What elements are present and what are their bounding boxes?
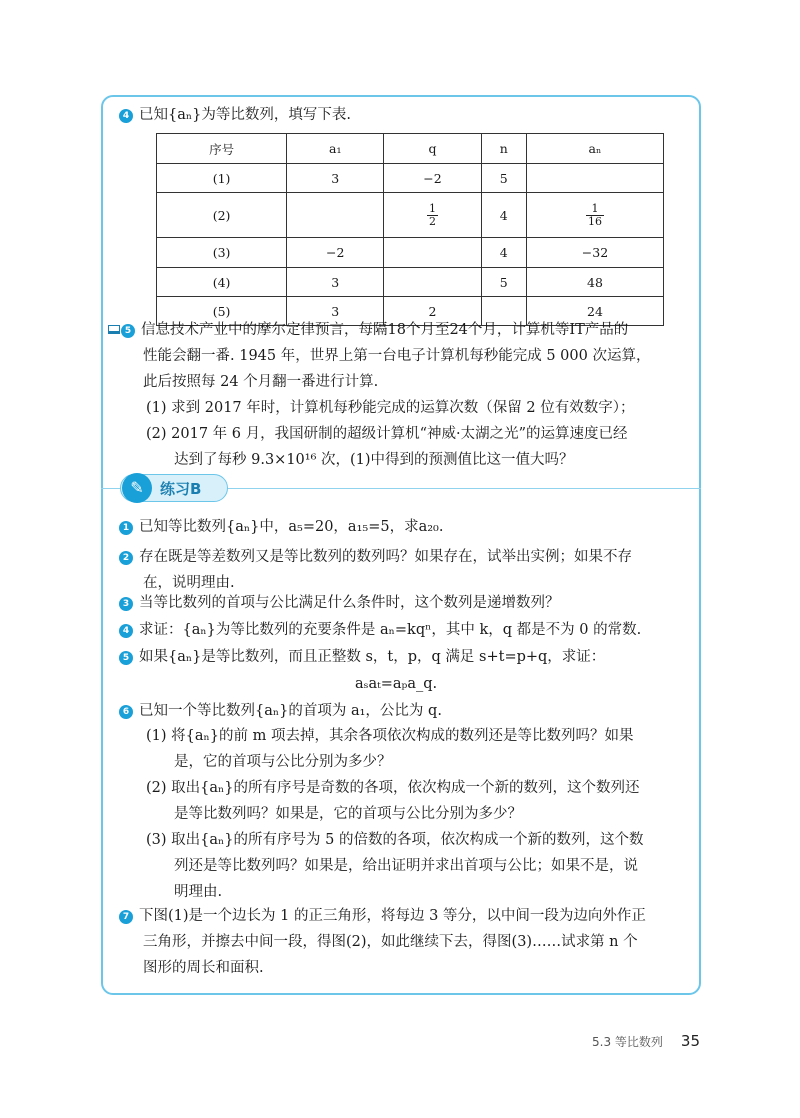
table-header: a₁ bbox=[287, 134, 384, 164]
problem-text: 存在既是等差数列又是等比数列的数列吗？如果存在，试举出实例；如果不存 bbox=[139, 549, 632, 565]
subquestion: (3) 取出{aₙ}的所有序号为 5 的倍数的各项，依次构成一个新的数列，这个数 bbox=[146, 832, 644, 848]
problem-b4 bbox=[119, 618, 690, 642]
problem-b3 bbox=[119, 591, 690, 615]
numerator: 1 bbox=[586, 203, 604, 216]
table-cell: −32 bbox=[526, 238, 663, 268]
problem-number: 5 bbox=[119, 651, 133, 665]
problem-text: 此后按照每 24 个月翻一番进行计算. bbox=[143, 374, 379, 390]
section-name: 5.3 等比数列 bbox=[592, 1035, 663, 1049]
page-footer bbox=[592, 1032, 700, 1050]
formula: aₛaₜ=aₚa_q. bbox=[355, 676, 438, 692]
problem-text: 性能会翻一番. 1945 年，世界上第一台电子计算机每秒能完成 5 000 次运算， bbox=[143, 348, 651, 364]
pencil-icon: ✎ bbox=[122, 473, 152, 503]
problem-number: 6 bbox=[119, 705, 133, 719]
numerator: 1 bbox=[428, 201, 436, 215]
table-header: 序号 bbox=[157, 134, 287, 164]
table-header: n bbox=[481, 134, 526, 164]
problem-number: 1 bbox=[119, 521, 133, 535]
table-cell bbox=[526, 164, 663, 193]
table-header: q bbox=[384, 134, 481, 164]
subquestion: 是，它的首项与公比分别为多少？ bbox=[174, 754, 392, 770]
subquestion: (1) 将{aₙ}的前 m 项去掉，其余各项依次构成的数列还是等比数列吗？如果 bbox=[146, 728, 634, 744]
problem-text: 已知一个等比数列{aₙ}的首项为 a₁，公比为 q. bbox=[139, 703, 442, 719]
table-cell: (2) bbox=[157, 193, 287, 238]
problem-text: 如果{aₙ}是等比数列，而且正整数 s，t，p，q 满足 s+t=p+q，求证： bbox=[139, 649, 606, 665]
problem-text: 信息技术产业中的摩尔定律预言，每隔18个月至24个月，计算机等IT产品的 bbox=[141, 322, 629, 338]
table-header: aₙ bbox=[526, 134, 663, 164]
table-header-row bbox=[157, 134, 664, 164]
subquestion: (2) 2017 年 6 月，我国研制的超级计算机“神威·太湖之光”的运算速度已经 bbox=[146, 426, 628, 442]
table-cell: 4 bbox=[481, 238, 526, 268]
table-cell: 5 bbox=[481, 268, 526, 297]
table-cell: 3 bbox=[287, 297, 384, 326]
table-cell: 3 bbox=[287, 164, 384, 193]
fraction-cell bbox=[427, 203, 438, 228]
subquestion: 列还是等比数列吗？如果是，给出证明并求出首项与公比；如果不是，说 bbox=[174, 858, 638, 874]
table-cell: 24 bbox=[526, 297, 663, 326]
problem-text: 图形的周长和面积. bbox=[143, 960, 264, 976]
table-cell: 48 bbox=[526, 268, 663, 297]
problem-text: 当等比数列的首项与公比满足什么条件时，这个数列是递增数列？ bbox=[139, 595, 560, 611]
table-row bbox=[157, 238, 664, 268]
table-row bbox=[157, 164, 664, 193]
table-cell: 5 bbox=[481, 164, 526, 193]
table-cell: −2 bbox=[384, 164, 481, 193]
table-cell bbox=[287, 193, 384, 238]
problem-b6 bbox=[119, 699, 690, 723]
problem-b2 bbox=[119, 545, 690, 569]
problem-number: 7 bbox=[119, 910, 133, 924]
page-number: 35 bbox=[680, 1032, 700, 1050]
sequence-table bbox=[156, 133, 664, 326]
denominator: 2 bbox=[428, 214, 436, 228]
table-cell: (3) bbox=[157, 238, 287, 268]
table-cell: (4) bbox=[157, 268, 287, 297]
subquestion: (1) 求到 2017 年时，计算机每秒能完成的运算次数（保留 2 位有效数字）； bbox=[146, 400, 635, 416]
subquestion: 是等比数列吗？如果是，它的首项与公比分别为多少？ bbox=[174, 806, 522, 822]
problem-text: 求证：{aₙ}为等比数列的充要条件是 aₙ=kqⁿ，其中 k，q 都是不为 0 的常数. bbox=[139, 622, 642, 638]
table-row bbox=[157, 268, 664, 297]
table-cell bbox=[526, 193, 663, 238]
subquestion: 达到了每秒 9.3×10¹⁶ 次，(1)中得到的预测值比这一值大吗？ bbox=[174, 452, 574, 468]
table-cell: 2 bbox=[384, 297, 481, 326]
table-cell: (5) bbox=[157, 297, 287, 326]
table-row bbox=[157, 193, 664, 238]
fraction-cell bbox=[586, 203, 604, 228]
problem-b5 bbox=[119, 645, 690, 669]
problem-number: 5 bbox=[121, 324, 135, 338]
table-cell bbox=[384, 268, 481, 297]
problem-text: 三角形，并擦去中间一段，得图(2)，如此继续下去，得图(3)……试求第 n 个 bbox=[143, 934, 638, 950]
problem-a4 bbox=[119, 103, 690, 127]
table-cell bbox=[384, 238, 481, 268]
problem-number: 2 bbox=[119, 551, 133, 565]
problem-number: 4 bbox=[119, 624, 133, 638]
table-cell: 3 bbox=[287, 268, 384, 297]
problem-text: 在，说明理由. bbox=[143, 575, 235, 591]
problem-b7 bbox=[119, 904, 690, 928]
section-title: 练习B bbox=[160, 480, 202, 498]
problem-b1 bbox=[119, 515, 690, 539]
table-cell bbox=[384, 193, 481, 238]
computer-icon bbox=[108, 325, 120, 334]
table-cell: −2 bbox=[287, 238, 384, 268]
problem-text: 已知{aₙ}为等比数列，填写下表. bbox=[139, 107, 351, 123]
denominator: 16 bbox=[587, 214, 602, 228]
table-cell: 4 bbox=[481, 193, 526, 238]
problem-text: 下图(1)是一个边长为 1 的正三角形，将每边 3 等分，以中间一段为边向外作正 bbox=[139, 908, 646, 924]
table-cell: (1) bbox=[157, 164, 287, 193]
subquestion: (2) 取出{aₙ}的所有序号是奇数的各项，依次构成一个新的数列，这个数列还 bbox=[146, 780, 640, 796]
problem-a5 bbox=[108, 318, 690, 342]
problem-number: 3 bbox=[119, 597, 133, 611]
problem-text: 已知等比数列{aₙ}中，a₅=20，a₁₅=5，求a₂₀. bbox=[139, 519, 444, 535]
subquestion: 明理由. bbox=[174, 884, 223, 900]
problem-number: 4 bbox=[119, 109, 133, 123]
